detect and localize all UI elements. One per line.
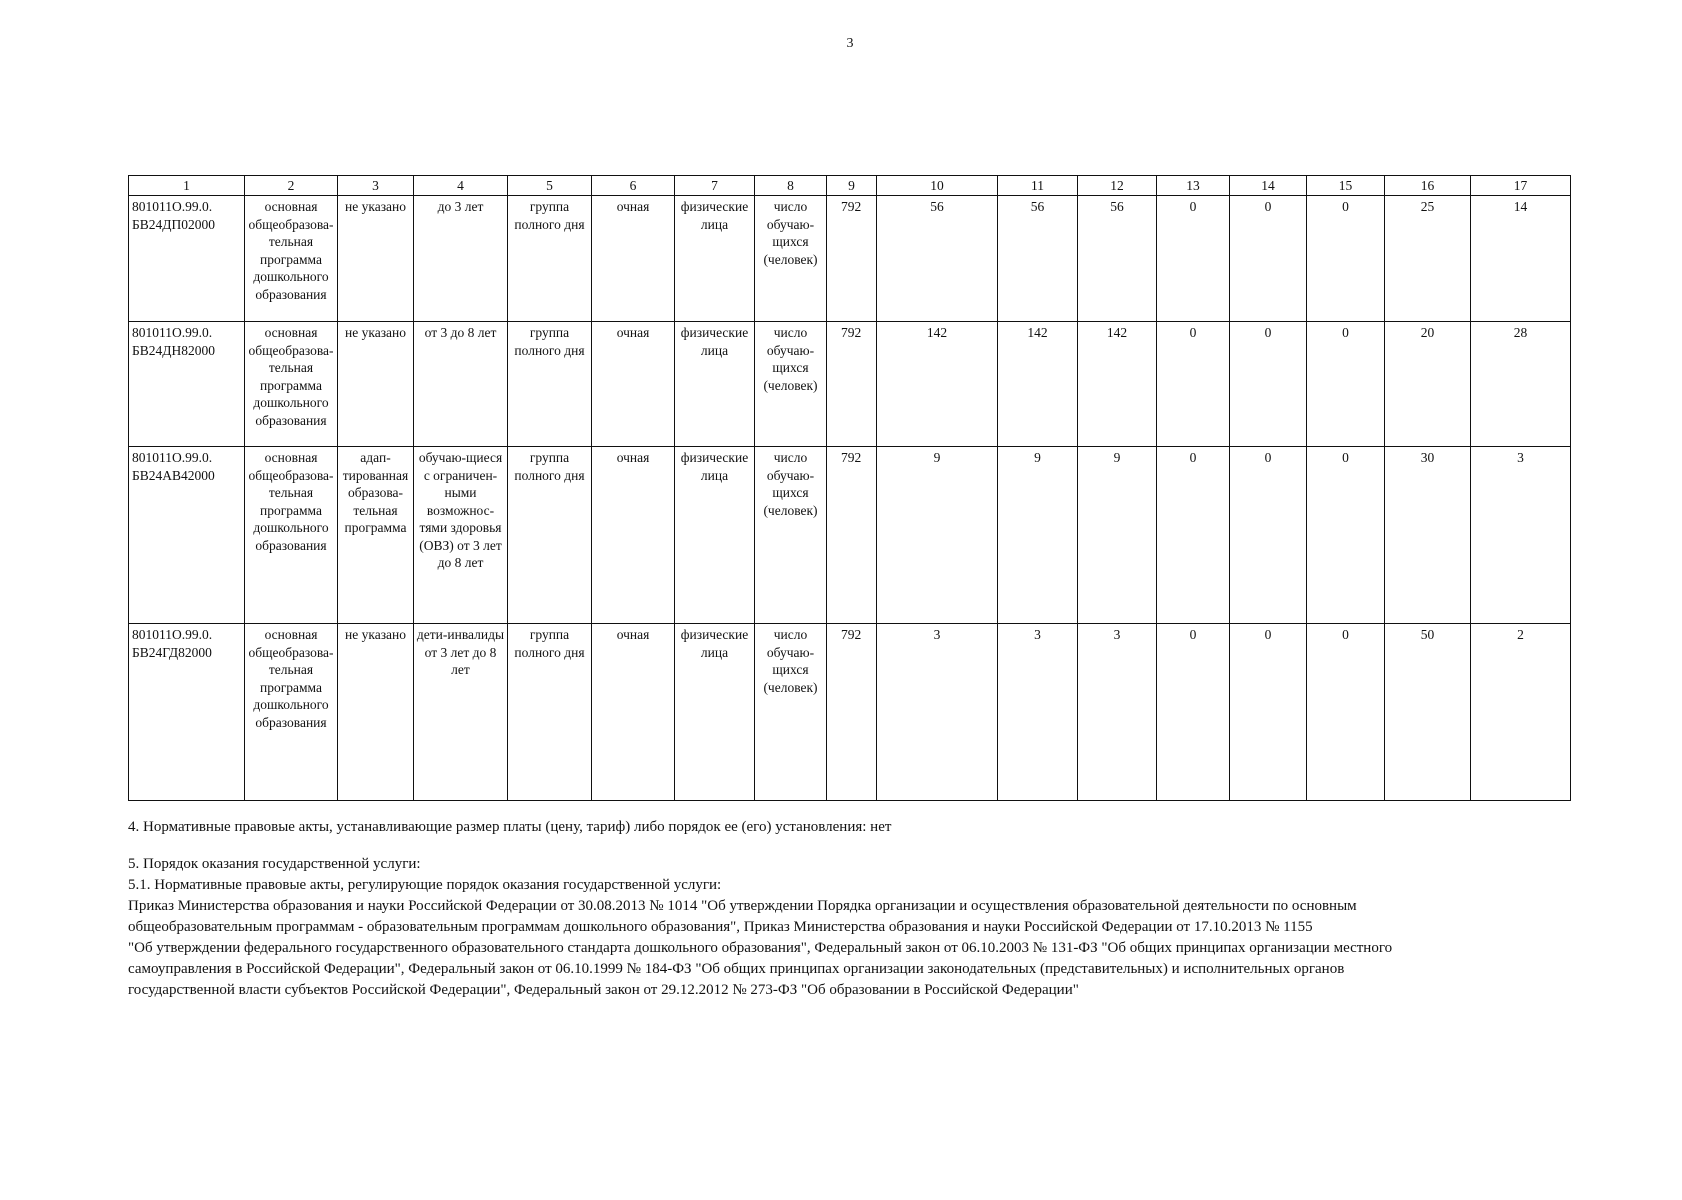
program-type-cell: основная общеобразова-тельная программа дошкольного образования [245, 322, 338, 447]
value-cell: 25 [1385, 196, 1471, 322]
value-cell: 142 [877, 322, 998, 447]
value-cell: 142 [998, 322, 1078, 447]
age-category-cell: до 3 лет [414, 196, 508, 322]
item-4-paragraph: 4. Нормативные правовые акты, устанавливающие размер платы (цену, тариф) либо порядок ее (его) установления: нет [128, 819, 892, 835]
column-number: 5 [508, 176, 592, 196]
study-form-cell: очная [592, 322, 675, 447]
stay-mode-cell: группа полного дня [508, 624, 592, 801]
registry-code-cell: 801011О.99.0. БВ24ГД82000 [129, 624, 245, 801]
column-number: 17 [1471, 176, 1571, 196]
registry-code-cell: 801011О.99.0. БВ24АВ42000 [129, 447, 245, 624]
stay-mode-cell: группа полного дня [508, 447, 592, 624]
column-number: 1 [129, 176, 245, 196]
program-type-cell: основная общеобразова-тельная программа дошкольного образования [245, 624, 338, 801]
okei-code-cell: 792 [827, 624, 877, 801]
program-kind-cell: адап-тированная образова-тельная программа [338, 447, 414, 624]
value-cell: 56 [877, 196, 998, 322]
age-category-cell: от 3 до 8 лет [414, 322, 508, 447]
consumer-cell: физические лица [675, 322, 755, 447]
value-cell: 28 [1471, 322, 1571, 447]
value-cell: 30 [1385, 447, 1471, 624]
legal-acts-line: "Об утверждении федерального государственного образовательного стандарта дошкольного образования", Федеральный закон от 06.10.2003 № 131-ФЗ "Об общих принципах организации местного [128, 940, 1393, 956]
program-type-cell: основная общеобразова-тельная программа дошкольного образования [245, 447, 338, 624]
legal-acts-line: самоуправления в Российской Федерации", Федеральный закон от 06.10.1999 № 184-ФЗ "Об общих принципах организации законодательных (представительных) и исполнительных органов [128, 961, 1345, 977]
column-number: 13 [1157, 176, 1230, 196]
value-cell: 56 [998, 196, 1078, 322]
stay-mode-cell: группа полного дня [508, 196, 592, 322]
service-volume-table [128, 175, 1571, 801]
value-cell: 0 [1307, 322, 1385, 447]
table-row [129, 196, 1571, 322]
age-category-cell: дети-инвалиды от 3 лет до 8 лет [414, 624, 508, 801]
column-number-row [129, 176, 1571, 196]
column-number: 9 [827, 176, 877, 196]
value-cell: 0 [1157, 322, 1230, 447]
column-number: 11 [998, 176, 1078, 196]
value-cell: 0 [1230, 322, 1307, 447]
column-number: 2 [245, 176, 338, 196]
indicator-cell: число обучаю-щихся (человек) [755, 624, 827, 801]
table-row [129, 624, 1571, 801]
value-cell: 0 [1307, 447, 1385, 624]
column-number: 16 [1385, 176, 1471, 196]
value-cell: 3 [998, 624, 1078, 801]
stay-mode-cell: группа полного дня [508, 322, 592, 447]
column-number: 4 [414, 176, 508, 196]
age-category-cell: обучаю-щиеся с ограничен-ными возможнос-тями здоровья (ОВЗ) от 3 лет до 8 лет [414, 447, 508, 624]
value-cell: 0 [1307, 624, 1385, 801]
column-number: 6 [592, 176, 675, 196]
column-number: 12 [1078, 176, 1157, 196]
value-cell: 56 [1078, 196, 1157, 322]
legal-acts-line: Приказ Министерства образования и науки Российской Федерации от 30.08.2013 № 1014 "Об утверждении Порядка организации и осуществления образовательной деятельности по основным [128, 898, 1357, 914]
column-number: 10 [877, 176, 998, 196]
value-cell: 3 [1078, 624, 1157, 801]
consumer-cell: физические лица [675, 447, 755, 624]
value-cell: 0 [1157, 196, 1230, 322]
registry-code-cell: 801011О.99.0. БВ24ДН82000 [129, 322, 245, 447]
value-cell: 0 [1307, 196, 1385, 322]
column-number: 3 [338, 176, 414, 196]
page-number: 3 [846, 36, 854, 51]
value-cell: 0 [1157, 624, 1230, 801]
column-number: 14 [1230, 176, 1307, 196]
column-number: 15 [1307, 176, 1385, 196]
value-cell: 9 [877, 447, 998, 624]
indicator-cell: число обучаю-щихся (человек) [755, 447, 827, 624]
program-kind-cell: не указано [338, 196, 414, 322]
column-number: 7 [675, 176, 755, 196]
indicator-cell: число обучаю-щихся (человек) [755, 196, 827, 322]
value-cell: 3 [877, 624, 998, 801]
value-cell: 9 [998, 447, 1078, 624]
study-form-cell: очная [592, 624, 675, 801]
item-5-heading: 5. Порядок оказания государственной услуги: [128, 856, 421, 872]
column-number: 8 [755, 176, 827, 196]
value-cell: 142 [1078, 322, 1157, 447]
indicator-cell: число обучаю-щихся (человек) [755, 322, 827, 447]
program-kind-cell: не указано [338, 322, 414, 447]
value-cell: 14 [1471, 196, 1571, 322]
value-cell: 20 [1385, 322, 1471, 447]
value-cell: 0 [1230, 624, 1307, 801]
okei-code-cell: 792 [827, 447, 877, 624]
item-5-1-heading: 5.1. Нормативные правовые акты, регулирующие порядок оказания государственной услуги: [128, 877, 722, 893]
okei-code-cell: 792 [827, 196, 877, 322]
value-cell: 2 [1471, 624, 1571, 801]
program-type-cell: основная общеобразова-тельная программа дошкольного образования [245, 196, 338, 322]
value-cell: 0 [1230, 196, 1307, 322]
consumer-cell: физические лица [675, 196, 755, 322]
registry-code-cell: 801011О.99.0. БВ24ДП02000 [129, 196, 245, 322]
value-cell: 3 [1471, 447, 1571, 624]
study-form-cell: очная [592, 196, 675, 322]
table-row [129, 447, 1571, 624]
value-cell: 50 [1385, 624, 1471, 801]
footer-text [128, 817, 1568, 1001]
value-cell: 0 [1157, 447, 1230, 624]
program-kind-cell: не указано [338, 624, 414, 801]
legal-acts-line: общеобразовательным программам - образовательным программам дошкольного образования", Приказ Министерства образования и науки Российской Федерации от 17.10.2013 № 1155 [128, 919, 1313, 935]
value-cell: 9 [1078, 447, 1157, 624]
okei-code-cell: 792 [827, 322, 877, 447]
table-row [129, 322, 1571, 447]
study-form-cell: очная [592, 447, 675, 624]
consumer-cell: физические лица [675, 624, 755, 801]
legal-acts-line: государственной власти субъектов Российской Федерации", Федеральный закон от 29.12.2012 № 273-ФЗ "Об образовании в Российской Федерации" [128, 982, 1079, 998]
value-cell: 0 [1230, 447, 1307, 624]
